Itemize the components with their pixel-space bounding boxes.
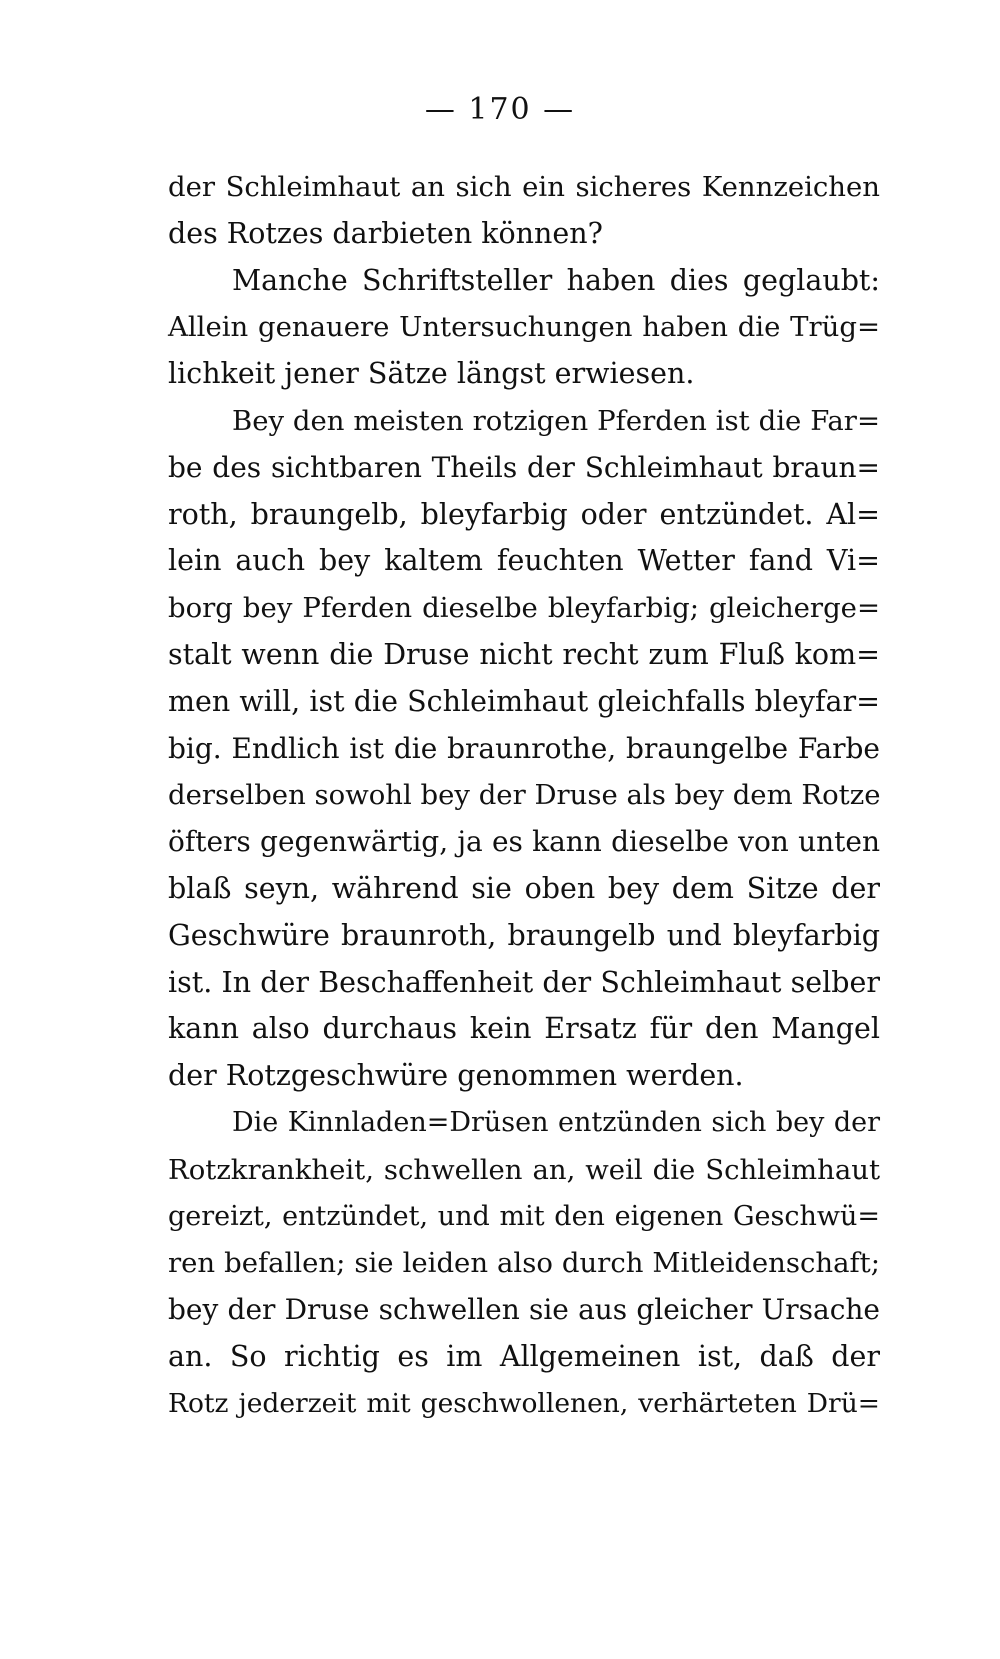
text-line: bey der Druse schwellen sie aus gleicher Ursache: [168, 1293, 880, 1327]
text-line: lichkeit jener Sätze längst erwiesen.: [168, 357, 695, 391]
page-number: — 170 —: [424, 92, 576, 127]
text-line: gereizt, entzündet, und mit den eigenen Geschwü=: [168, 1200, 880, 1232]
text-line: borg bey Pferden dieselbe bleyfarbig; gleicherge=: [168, 592, 880, 625]
text-line: kann also durchaus kein Ersatz für den Mangel: [168, 1012, 880, 1046]
text-line: an. So richtig es im Allgemeinen ist, daß der: [168, 1339, 880, 1373]
text-line: Bey den meisten rotzigen Pferden ist die Far=: [232, 404, 880, 437]
text-line: men will, ist die Schleimhaut gleichfalls bleyfar=: [168, 684, 880, 718]
text-line: Allein genauere Untersuchungen haben die Trüg=: [168, 311, 880, 344]
text-line: Geschwüre braunroth, braungelb und bleyfarbig: [168, 918, 880, 952]
text-line: stalt wenn die Druse nicht recht zum Fluß kom=: [168, 637, 880, 671]
text-line: derselben sowohl bey der Druse als bey dem Rotze: [168, 779, 881, 812]
text-line: der Rotzgeschwüre genommen werden.: [168, 1059, 744, 1093]
text-line: des Rotzes darbieten können?: [168, 216, 603, 250]
text-line: der Schleimhaut an sich ein sicheres Kennzeichen: [168, 171, 880, 203]
text-line: be des sichtbaren Theils der Schleimhaut braun=: [168, 450, 880, 484]
text-line: ist. In der Beschaffenheit der Schleimhaut selber: [168, 965, 880, 999]
text-line: lein auch bey kaltem feuchten Wetter fand Vi=: [168, 544, 880, 578]
text-line: Rotz jederzeit mit geschwollenen, verhärteten Drü=: [168, 1387, 880, 1419]
text-line: blaß seyn, während sie oben bey dem Sitze der: [168, 871, 880, 905]
text-line: ren befallen; sie leiden also durch Mitleidenschaft;: [168, 1247, 880, 1280]
text-line: roth, braungelb, bleyfarbig oder entzündet. Al=: [168, 497, 880, 531]
text-line: öfters gegenwärtig, ja es kann dieselbe von unten: [168, 825, 880, 859]
body-text: [168, 164, 880, 1428]
text-line: Die Kinnladen=Drüsen entzünden sich bey der: [232, 1106, 880, 1138]
text-line: big. Endlich ist die braunrothe, braungelbe Farbe: [168, 731, 880, 765]
text-line: Manche Schriftsteller haben dies geglaubt:: [232, 263, 880, 297]
text-line: Rotzkrankheit, schwellen an, weil die Schleimhaut: [168, 1153, 880, 1186]
